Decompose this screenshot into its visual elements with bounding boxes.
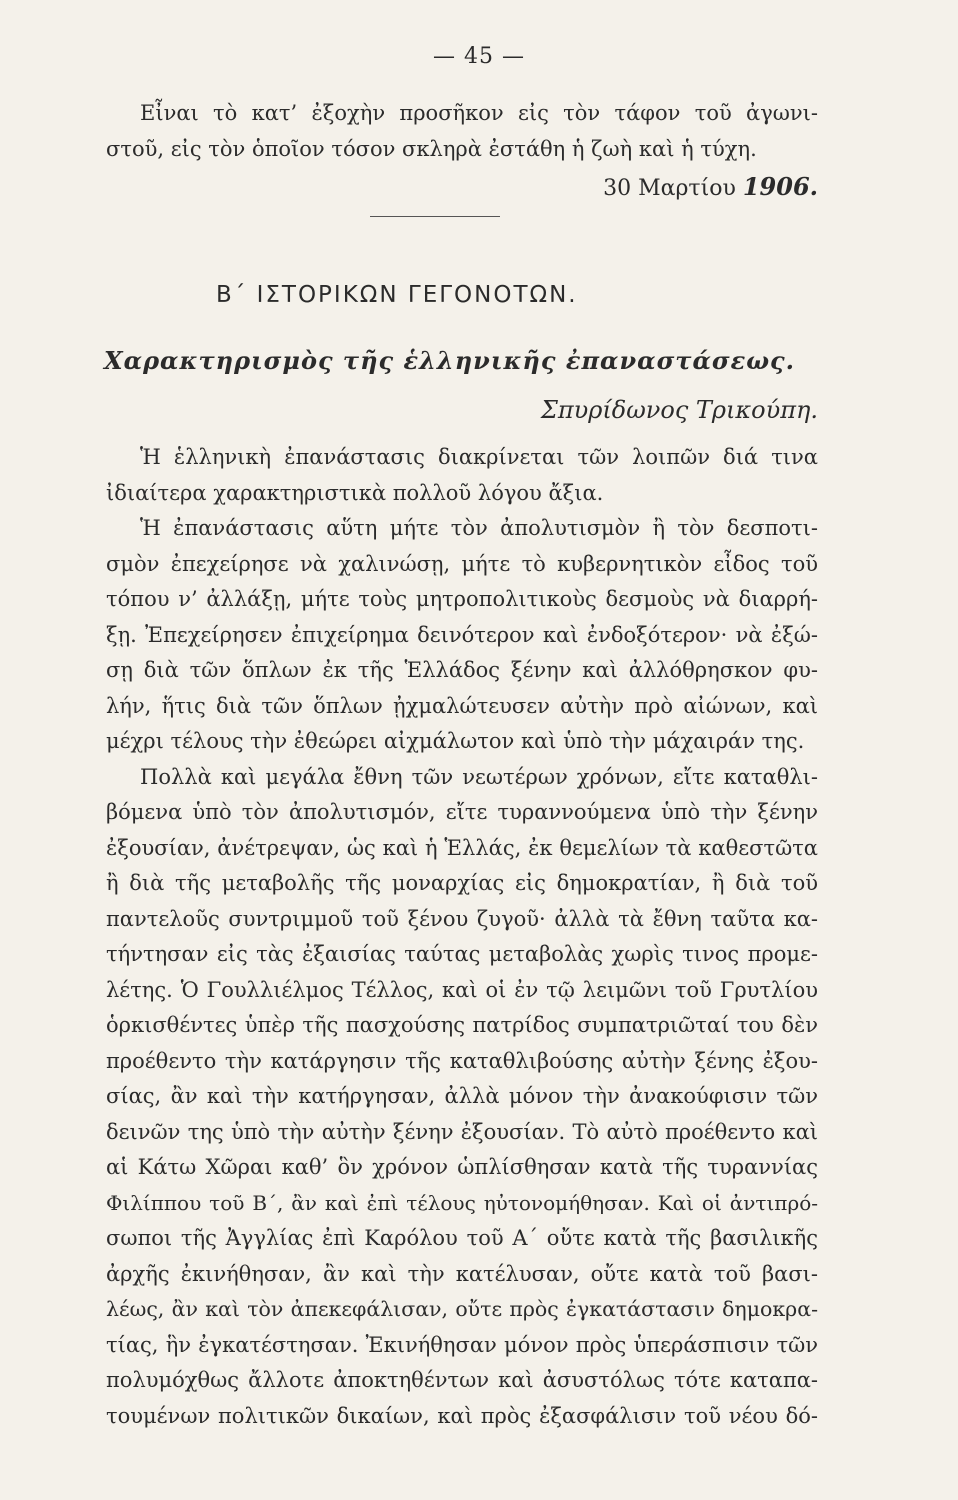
body-text	[106, 440, 818, 1434]
text-line: στοῦ, εἰς τὸν ὁποῖον τόσον σκληρὰ ἐστάθη ἡ ζωὴ καὶ ἡ τύχη.	[106, 136, 757, 161]
section-heading: Β΄ ΙΣΤΟΡΙΚΩΝ ΓΕΓΟΝΟΤΩΝ.	[216, 282, 578, 308]
text-line: Φιλίππου τοῦ Β΄, ἂν καὶ ἐπὶ τέλους ηὐτονομήθησαν. Καὶ οἱ ἀντιπρό-	[106, 1190, 818, 1215]
text-line: Εἶναι τὸ κατ’ ἐξοχὴν προσῆκον εἰς τὸν τάφον τοῦ ἀγωνι-	[140, 101, 818, 125]
text-line: Ἡ ἑλληνικὴ ἐπανάστασις διακρίνεται τῶν λοιπῶν διά τινα	[140, 445, 818, 469]
text-line: ἢ διὰ τῆς μεταβολῆς τῆς μοναρχίας εἰς δημοκρατίαν, ἢ διὰ τοῦ	[106, 871, 818, 895]
text-line: σμὸν ἐπεχείρησε νὰ χαλινώσῃ, μήτε τὸ κυβερνητικὸν εἶδος τοῦ	[106, 551, 818, 576]
date-year: 1906.	[742, 172, 818, 201]
text-line: ἐξουσίαν, ἀνέτρεψαν, ὡς καὶ ἡ Ἑλλάς, ἐκ θεμελίων τὰ καθεστῶτα	[106, 835, 818, 860]
chapter-title: Χαρακτηρισμὸς τῆς ἑλληνικῆς ἐπαναστάσεως.	[104, 346, 796, 375]
text-line: αἱ Κάτω Χῶραι καθ’ ὃν χρόνον ὡπλίσθησαν κατὰ τῆς τυραννίας	[106, 1155, 818, 1179]
text-line: λέτης. Ὁ Γουλλιέλμος Τέλλος, καὶ οἱ ἐν τῷ λειμῶνι τοῦ Γρυτλίου	[106, 977, 818, 1002]
text-line: τόπου ν’ ἀλλάξῃ, μήτε τοὺς μητροπολιτικοὺς δεσμοὺς νὰ διαρρή-	[106, 587, 818, 611]
text-line: βόμενα ὑπὸ τὸν ἀπολυτισμόν, εἴτε τυραννούμενα ὑπὸ τὴν ξένην	[106, 800, 818, 824]
text-line: σωποι τῆς Ἀγγλίας ἐπὶ Καρόλου τοῦ Α΄ οὔτε κατὰ τῆς βασιλικῆς	[106, 1226, 818, 1250]
text-line: ξῃ. Ἐπεχείρησεν ἐπιχείρημα δεινότερον καὶ ἐνδοξότερον· νὰ ἐξώ-	[106, 622, 818, 647]
text-line: τουμένων πολιτικῶν δικαίων, καὶ πρὸς ἐξασφάλισιν τοῦ νέου δό-	[106, 1403, 818, 1428]
text-line: προέθεντο τὴν κατάργησιν τῆς καταθλιβούσης αὐτὴν ξένης ἐξου-	[106, 1048, 818, 1073]
text-line: λήν, ἥτις διὰ τῶν ὅπλων ᾐχμαλώτευσεν αὐτὴν πρὸ αἰώνων, καὶ	[106, 693, 818, 718]
text-line: πολυμόχθως ἄλλοτε ἀποκτηθέντων καὶ ἀσυστόλως τότε καταπα-	[106, 1368, 818, 1392]
text-line: σίας, ἂν καὶ τὴν κατήργησαν, ἀλλὰ μόνον τὴν ἀνακούφισιν τῶν	[106, 1084, 818, 1108]
text-line: σῃ διὰ τῶν ὅπλων ἐκ τῆς Ἑλλάδος ξένην καὶ ἀλλόθρησκον φυ-	[106, 658, 818, 682]
date-line	[603, 172, 818, 201]
page-number: — 45 —	[433, 44, 525, 69]
text-line: ἀρχῆς ἐκινήθησαν, ἂν καὶ τὴν κατέλυσαν, οὔτε κατὰ τοῦ βασι-	[106, 1261, 818, 1286]
text-line: τήντησαν εἰς τὰς ἐξαισίας ταύτας μεταβολὰς χωρὶς τινος προμε-	[106, 942, 818, 966]
text-line: Ἡ ἐπανάστασις αὕτη μήτε τὸν ἀπολυτισμὸν ἢ τὸν δεσποτι-	[140, 516, 818, 540]
date-text: 30 Μαρτίου	[603, 176, 736, 201]
text-line: τίας, ἣν ἐγκατέστησαν. Ἐκινήθησαν μόνον πρὸς ὑπεράσπισιν τῶν	[106, 1332, 818, 1357]
text-line: ἰδιαίτερα χαρακτηριστικὰ πολλοῦ λόγου ἄξια.	[106, 480, 604, 505]
text-line: δεινῶν της ὑπὸ τὴν αὐτὴν ξένην ἐξουσίαν. Τὸ αὐτὸ προέθεντο καὶ	[106, 1119, 818, 1144]
text-line: Πολλὰ καὶ μεγάλα ἔθνη τῶν νεωτέρων χρόνων, εἴτε καταθλι-	[140, 764, 818, 789]
author-name: Σπυρίδωνος Τρικούπη.	[540, 396, 818, 424]
text-line: λέως, ἂν καὶ τὸν ἀπεκεφάλισαν, οὔτε πρὸς ἐγκατάστασιν δημοκρα-	[106, 1297, 818, 1321]
intro-paragraph	[106, 96, 818, 167]
text-line: μέχρι τέλους τὴν ἐθεώρει αἰχμάλωτον καὶ ὑπὸ τὴν μάχαιράν της.	[106, 729, 805, 753]
divider-rule	[370, 216, 500, 217]
text-line: παντελοῦς συντριμμοῦ τοῦ ξένου ζυγοῦ· ἀλλὰ τὰ ἔθνη ταῦτα κα-	[106, 906, 818, 931]
text-line: ὁρκισθέντες ὑπὲρ τῆς πασχούσης πατρίδος συμπατριῶταί του δὲν	[106, 1013, 818, 1037]
